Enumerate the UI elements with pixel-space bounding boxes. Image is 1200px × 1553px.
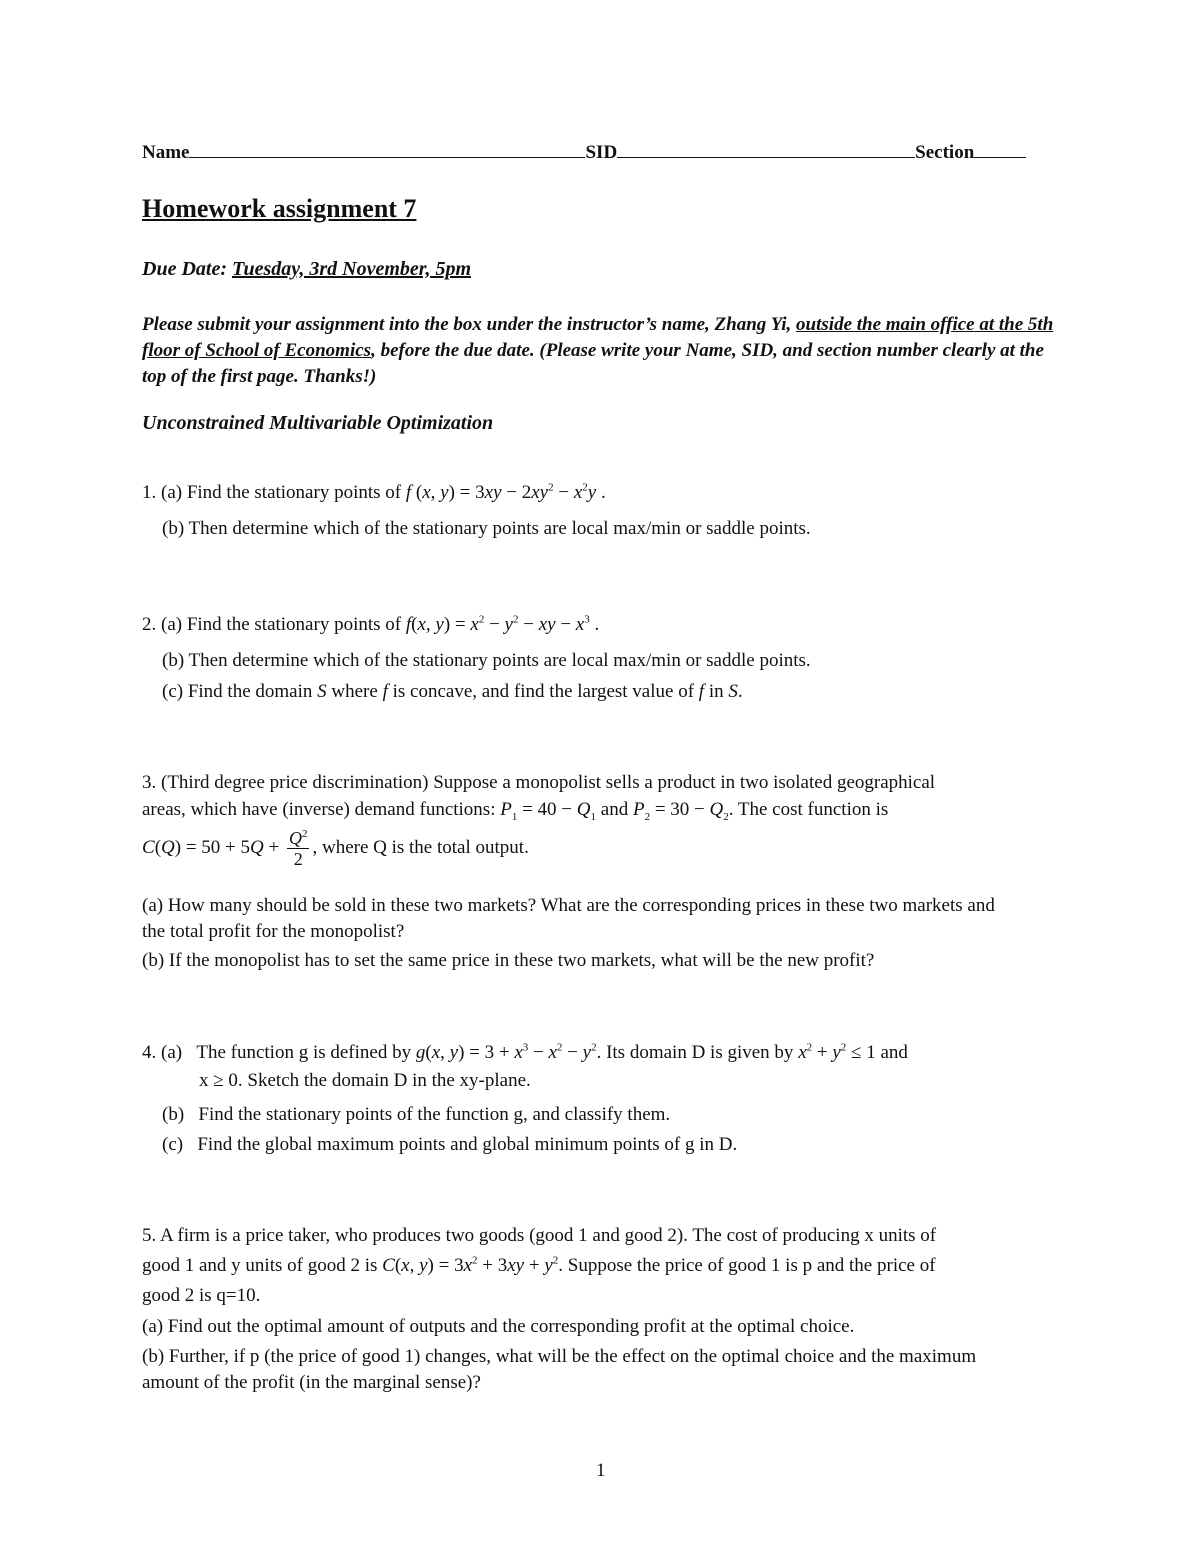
question-1a [142,480,606,506]
sid-blank[interactable] [617,142,915,158]
name-label: Name [142,142,190,163]
question-4a-line2: x ≥ 0. Sketch the domain D in the xy-plane. [199,1070,531,1091]
question-2b: (b) Then determine which of the stationary points are local max/min or saddle points. [162,650,811,671]
question-5b: (b) Further, if p (the price of good 1) changes, what will be the effect on the optimal choice and the maximum amount of the profit (in the marginal sense)? [142,1346,977,1393]
q5-text-1: good 1 and y units of good 2 is [142,1255,383,1276]
name-blank[interactable] [189,142,585,158]
question-3a: (a) How many should be sold in these two markets? What are the corresponding prices in these two markets and the total profit for the monopolist? [142,895,995,942]
due-date [142,258,471,281]
section-blank[interactable] [974,142,1026,158]
q4c-label: (c) [162,1134,184,1155]
q5-text-2: . Suppose the price of good 1 is p and the price of [558,1255,936,1276]
q1-formula: f (x, $y) = 3xy - 2xy^2 - x^2y$ . [405,481,606,503]
page-title: Homework assignment 7 [142,194,417,223]
question-4b [162,1102,670,1128]
q3-text-2: and [596,799,633,820]
q4b-text: Find the stationary points of the function g, and classify them. [198,1104,671,1125]
section-label: Section [915,142,975,163]
q4c-text: Find the global maximum points and global minimum points of g in D. [197,1134,738,1155]
section-heading: Unconstrained Multivariable Optimization [142,412,494,434]
q4-formula: g(x, $y) = 3 + x^3 - x^2 - y^2$ [415,1041,597,1063]
question-5-line2 [142,1253,936,1279]
q2c-text-3: is concave, and find the largest value of [387,681,699,702]
submit-text-2: , before the due date. (Please write your Name, SID, and section number clearly at the top of the first page. Thanks!) [142,340,1044,387]
question-5a: (a) Find out the optimal amount of outputs and the corresponding profit at the optimal choice. [142,1316,855,1337]
question-5-line3: good 2 is q=10. [142,1285,261,1306]
q3-text-1: areas, which have (inverse) demand functions: [142,799,501,820]
submit-text-1: Please submit your assignment into the box under the instructor’s name, Zhang Yi, [142,314,797,335]
q4b-label: (b) [162,1104,185,1125]
q3-text-3: . The cost function is [728,799,889,820]
q2c-text-2: where [326,681,383,702]
question-3-line2: areas, which have (inverse) demand functions: $P_1 = 40 - Q_1$ and $P_2 = 30 - Q_2$. The cost function is [142,799,889,823]
page-number: 1 [596,1460,606,1481]
question-4c [162,1132,737,1158]
question-3-line1: 3. (Third degree price discrimination) Suppose a monopolist sells a product in two isolated geographical [142,772,936,793]
q2c-text-1: (c) Find the domain [162,681,318,702]
q2c-text-4: in [704,681,729,702]
question-1b: (b) Then determine which of the stationary points are local max/min or saddle points. [162,518,811,539]
submit-location: outside the main office at the 5th floor of School of Economics [142,314,1054,361]
submission-instructions [142,312,1057,390]
header-fields [142,142,1026,164]
due-value: Tuesday, 3rd November, 5pm [231,258,472,280]
sid-label: SID [585,142,618,163]
q5-formula: C(x, $y) = 3x^2 + 3xy + y^2$ [382,1254,559,1276]
question-3b: (b) If the monopolist has to set the same price in these two markets, what will be the new profit? [142,950,875,971]
question-5-line1: 5. A firm is a price taker, who produces two goods (good 1 and good 2). The cost of producing x units of [142,1225,937,1246]
q4a-text-2: . Its domain D is given by [596,1042,799,1063]
q1a-text: 1. (a) Find the stationary points of [142,482,406,503]
question-2c: (c) Find the domain S where f is concave, and find the largest value of f in S. [162,681,743,702]
q4a-text-1: The function g is defined by [196,1042,416,1063]
q4a-text-3: and [875,1042,908,1063]
question-4a: 4. (a) The function g is defined by g(x, $y) = 3 + x^3 - x^2 - y^2$. Its domain D is given by $x^2 + y^2 \le 1$ and [142,1041,908,1063]
q3-text-4: , where Q is the total output. [312,836,529,858]
q2a-text: 2. (a) Find the stationary points of [142,614,406,635]
q4a-label: 4. (a) [142,1042,183,1063]
question-3-cost: C(Q) = 50 + 5Q + $\frac{Q^2}{2}$ , where Q is the total output. [142,828,529,869]
due-label: Due Date: [142,258,232,280]
question-2a [142,612,599,638]
q2-formula: f(x, $y) = x^2 - y^2$ − xy − $x^3$ . [405,613,600,635]
